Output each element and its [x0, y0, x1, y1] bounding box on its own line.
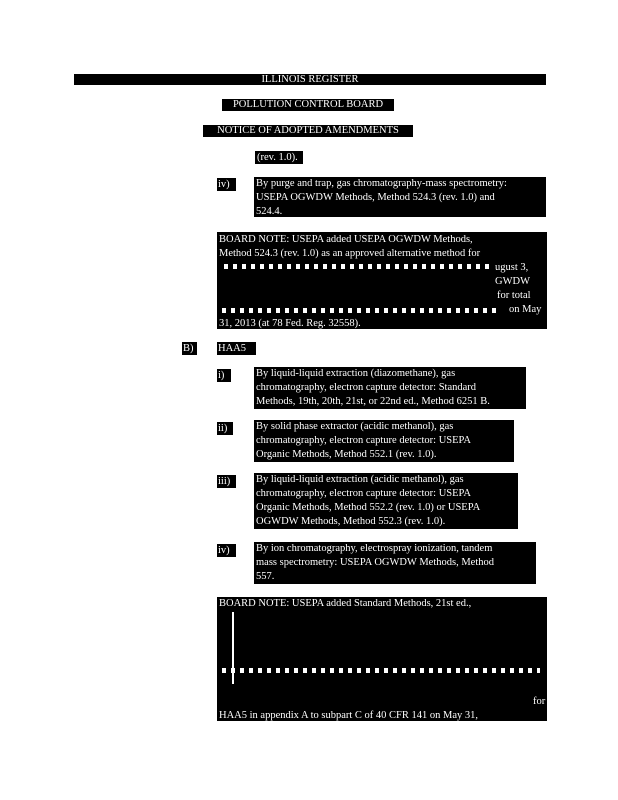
method-line: mass spectrometry: USEPA OGWDW Methods, Method	[256, 557, 494, 568]
register-title: ILLINOIS REGISTER	[261, 74, 359, 85]
notice-title	[203, 125, 413, 137]
item-label-b-i: i)	[217, 369, 231, 382]
scan-noise	[222, 308, 496, 313]
scan-noise	[222, 668, 540, 673]
method-line: chromatography, electron capture detector: USEPA	[256, 488, 471, 499]
board-note-b	[217, 597, 547, 721]
method-item-b-ii	[254, 420, 514, 462]
board-note-line: on May	[509, 304, 542, 315]
scan-noise	[232, 612, 234, 684]
method-line: Methods, 19th, 20th, 21st, or 22nd ed., Method 6251 B.	[256, 396, 490, 407]
item-label-b-iv: iv)	[217, 544, 236, 557]
method-item-b-iii	[254, 473, 518, 529]
register-header-bar	[74, 74, 546, 85]
board-note-line: BOARD NOTE: USEPA added Standard Methods, 21st ed.,	[219, 598, 472, 609]
method-item-b-iv	[254, 542, 536, 584]
method-line: 557.	[256, 571, 275, 582]
board-note-line: for	[533, 696, 546, 707]
scan-noise	[224, 264, 492, 269]
item-label-b-ii: ii)	[217, 422, 233, 435]
item-label-a-iv: iv)	[217, 178, 236, 191]
method-line: By liquid-liquid extraction (diazomethane), gas	[256, 368, 456, 379]
board-note-line: Method 524.3 (rev. 1.0) as an approved alternative method for	[219, 248, 481, 259]
board-title-text: POLLUTION CONTROL BOARD	[232, 99, 384, 110]
item-label-b-iii: iii)	[217, 475, 236, 488]
board-note-line: GWDW	[495, 276, 530, 287]
board-note-a	[217, 232, 547, 329]
board-note-line: 31, 2013 (at 78 Fed. Reg. 32558).	[219, 318, 361, 329]
method-line: Organic Methods, Method 552.1 (rev. 1.0).	[256, 449, 437, 460]
method-line: By ion chromatography, electrospray ionization, tandem	[256, 543, 493, 554]
board-note-line: HAA5 in appendix A to subpart C of 40 CFR 141 on May 31,	[219, 710, 478, 721]
method-line: chromatography, electron capture detector: Standard	[256, 382, 477, 393]
method-line: OGWDW Methods, Method 552.3 (rev. 1.0).	[256, 516, 446, 527]
board-note-line: for total	[497, 290, 531, 301]
section-b-title: HAA5	[217, 342, 256, 355]
method-line: chromatography, electron capture detector: USEPA	[256, 435, 471, 446]
method-item-a-iv	[254, 177, 546, 217]
method-line: By purge and trap, gas chromatography-mass spectrometry:	[256, 178, 507, 189]
board-title	[222, 99, 394, 111]
method-line: Organic Methods, Method 552.2 (rev. 1.0) or USEPA	[256, 502, 481, 513]
board-note-line: BOARD NOTE: USEPA added USEPA OGWDW Methods,	[219, 234, 473, 245]
method-line: By liquid-liquid extraction (acidic methanol), gas	[256, 474, 464, 485]
method-item-b-i	[254, 367, 526, 409]
notice-title-text: NOTICE OF ADOPTED AMENDMENTS	[217, 125, 399, 136]
method-line: USEPA OGWDW Methods, Method 524.3 (rev. 1.0) and	[256, 192, 495, 203]
rev-continuation: (rev. 1.0).	[255, 151, 303, 164]
section-b-label: B)	[182, 342, 197, 355]
method-line: 524.4.	[256, 206, 283, 217]
board-note-line: ugust 3,	[495, 262, 529, 273]
method-line: By solid phase extractor (acidic methanol), gas	[256, 421, 454, 432]
